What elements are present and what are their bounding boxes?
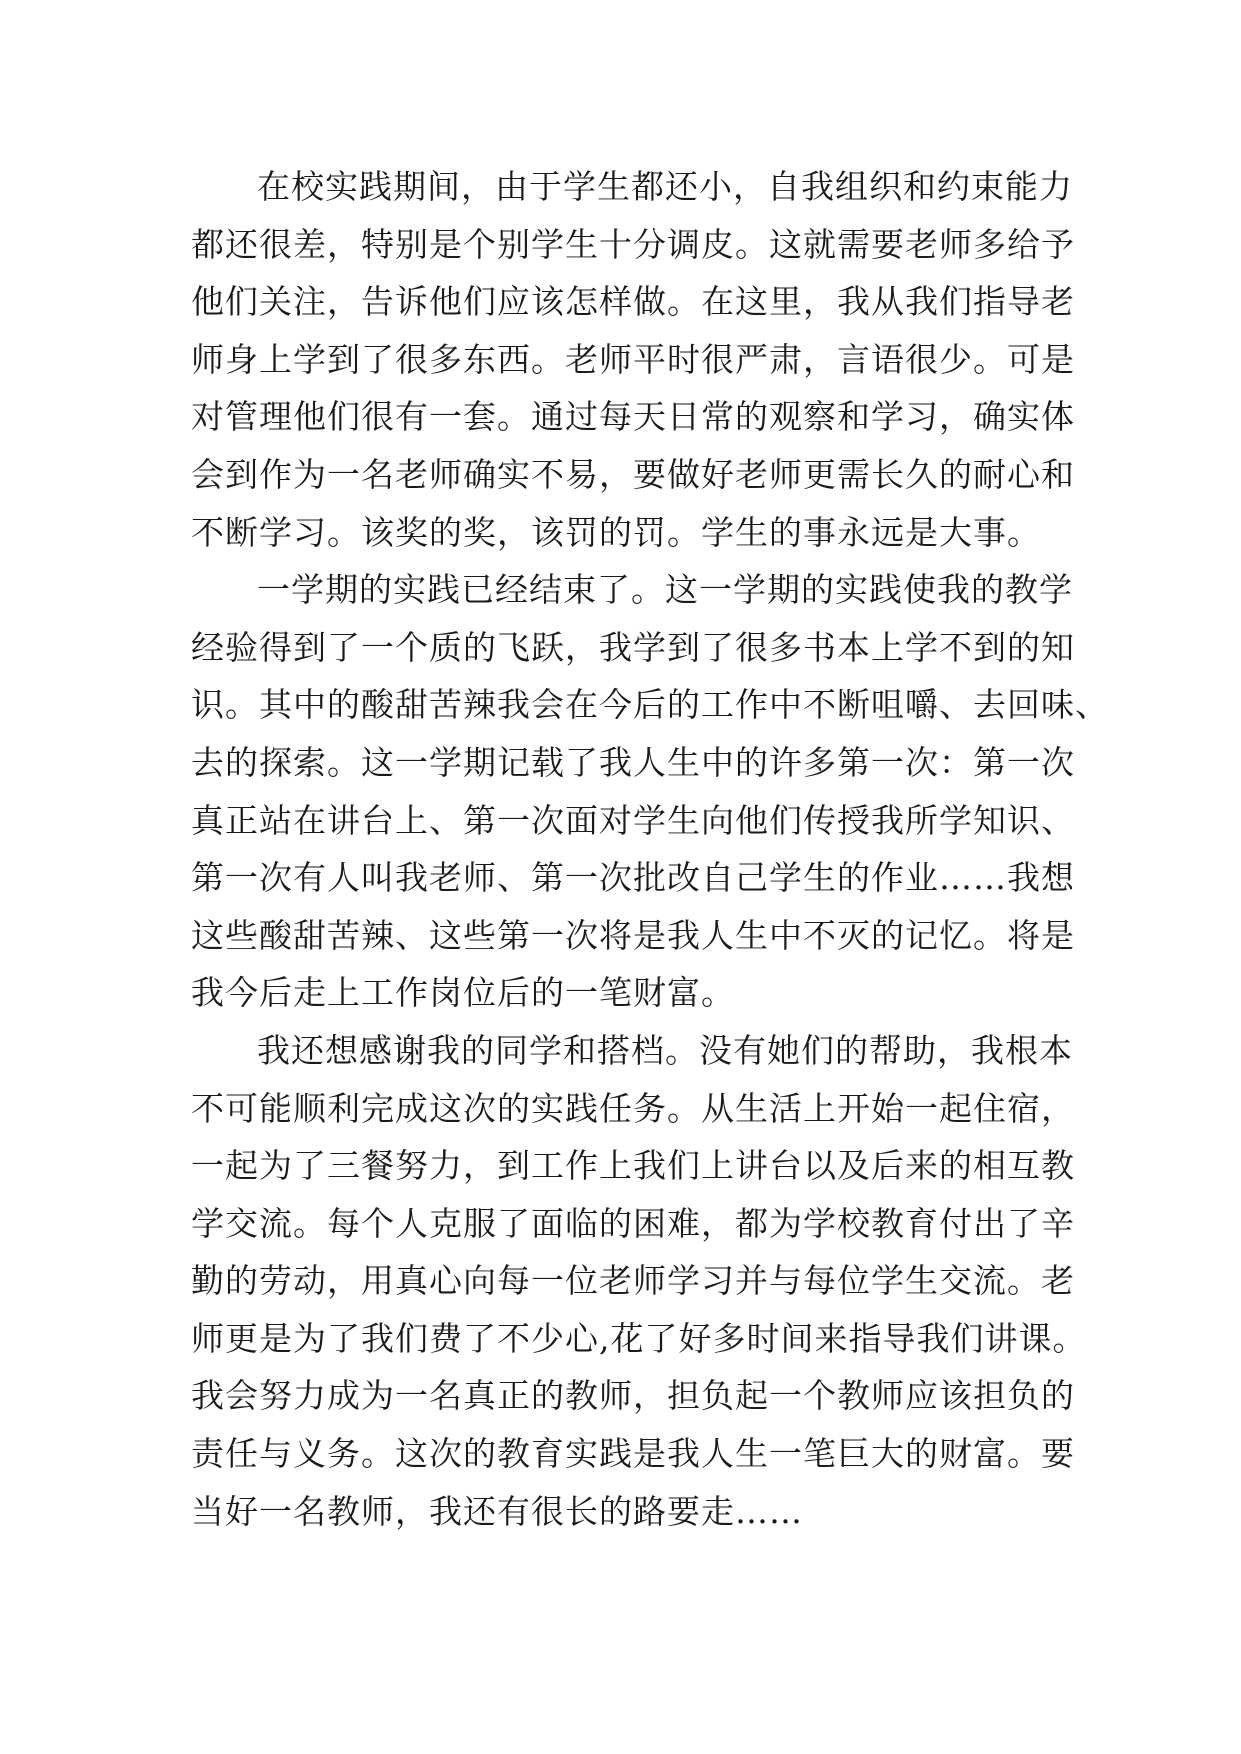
document-body <box>191 158 1109 1540</box>
paragraph-2-line-5: 真正站在讲台上、第一次面对学生向他们传授我所学知识、 <box>191 800 1075 840</box>
paragraph-2-line-2: 经验得到了一个质的飞跃，我学到了很多书本上学不到的知 <box>191 627 1075 667</box>
paragraph-1-line-7: 不断学习。该奖的奖，该罚的罚。学生的事永远是大事。 <box>191 512 1041 552</box>
paragraph-1-line-3: 他们关注，告诉他们应该怎样做。在这里，我从我们指导老 <box>191 282 1075 322</box>
paragraph-3-line-5: 勤的劳动，用真心向每一位老师学习并与每位学生交流。老 <box>191 1261 1075 1301</box>
paragraph-3-line-7: 我会努力成为一名真正的教师，担负起一个教师应该担负的 <box>191 1376 1075 1416</box>
paragraph-2-line-7: 这些酸甜苦辣、这些第一次将是我人生中不灭的记忆。将是 <box>191 915 1075 955</box>
paragraph-2-line-3: 识。其中的酸甜苦辣我会在今后的工作中不断咀嚼、去回味、 <box>191 685 1109 725</box>
paragraph-1-line-2: 都还很差，特别是个别学生十分调皮。这就需要老师多给予 <box>191 224 1075 264</box>
paragraph-2-line-8: 我今后走上工作岗位后的一笔财富。 <box>191 973 735 1013</box>
paragraph-3-line-9: 当好一名教师，我还有很长的路要走…… <box>191 1491 803 1531</box>
paragraph-2-line-1: 一学期的实践已经结束了。这一学期的实践使我的教学 <box>257 570 1073 610</box>
paragraph-1-line-5: 对管理他们很有一套。通过每天日常的观察和学习，确实体 <box>191 397 1075 437</box>
paragraph-1-line-4: 师身上学到了很多东西。老师平时很严肃，言语很少。可是 <box>191 339 1075 379</box>
paragraph-1-line-1: 在校实践期间，由于学生都还小，自我组织和约束能力 <box>257 167 1073 206</box>
paragraph-3-line-1: 我还想感谢我的同学和搭档。没有她们的帮助，我根本 <box>257 1030 1073 1070</box>
paragraph-3-line-2: 不可能顺利完成这次的实践任务。从生活上开始一起住宿， <box>191 1088 1075 1128</box>
paragraph-3-line-8: 责任与义务。这次的教育实践是我人生一笔巨大的财富。要 <box>191 1434 1075 1474</box>
paragraph-1-line-6: 会到作为一名老师确实不易，要做好老师更需长久的耐心和 <box>191 454 1075 494</box>
paragraph-3-line-3: 一起为了三餐努力，到工作上我们上讲台以及后来的相互教 <box>191 1146 1075 1186</box>
paragraph-3-line-4: 学交流。每个人克服了面临的困难，都为学校教育付出了辛 <box>191 1203 1075 1243</box>
paragraph-2-line-6: 第一次有人叫我老师、第一次批改自己学生的作业……我想 <box>191 858 1075 898</box>
paragraph-3-line-6: 师更是为了我们费了不少心,花了好多时间来指导我们讲课。 <box>191 1318 1087 1358</box>
paragraph-2-line-4: 去的探索。这一学期记载了我人生中的许多第一次：第一次 <box>191 742 1075 782</box>
